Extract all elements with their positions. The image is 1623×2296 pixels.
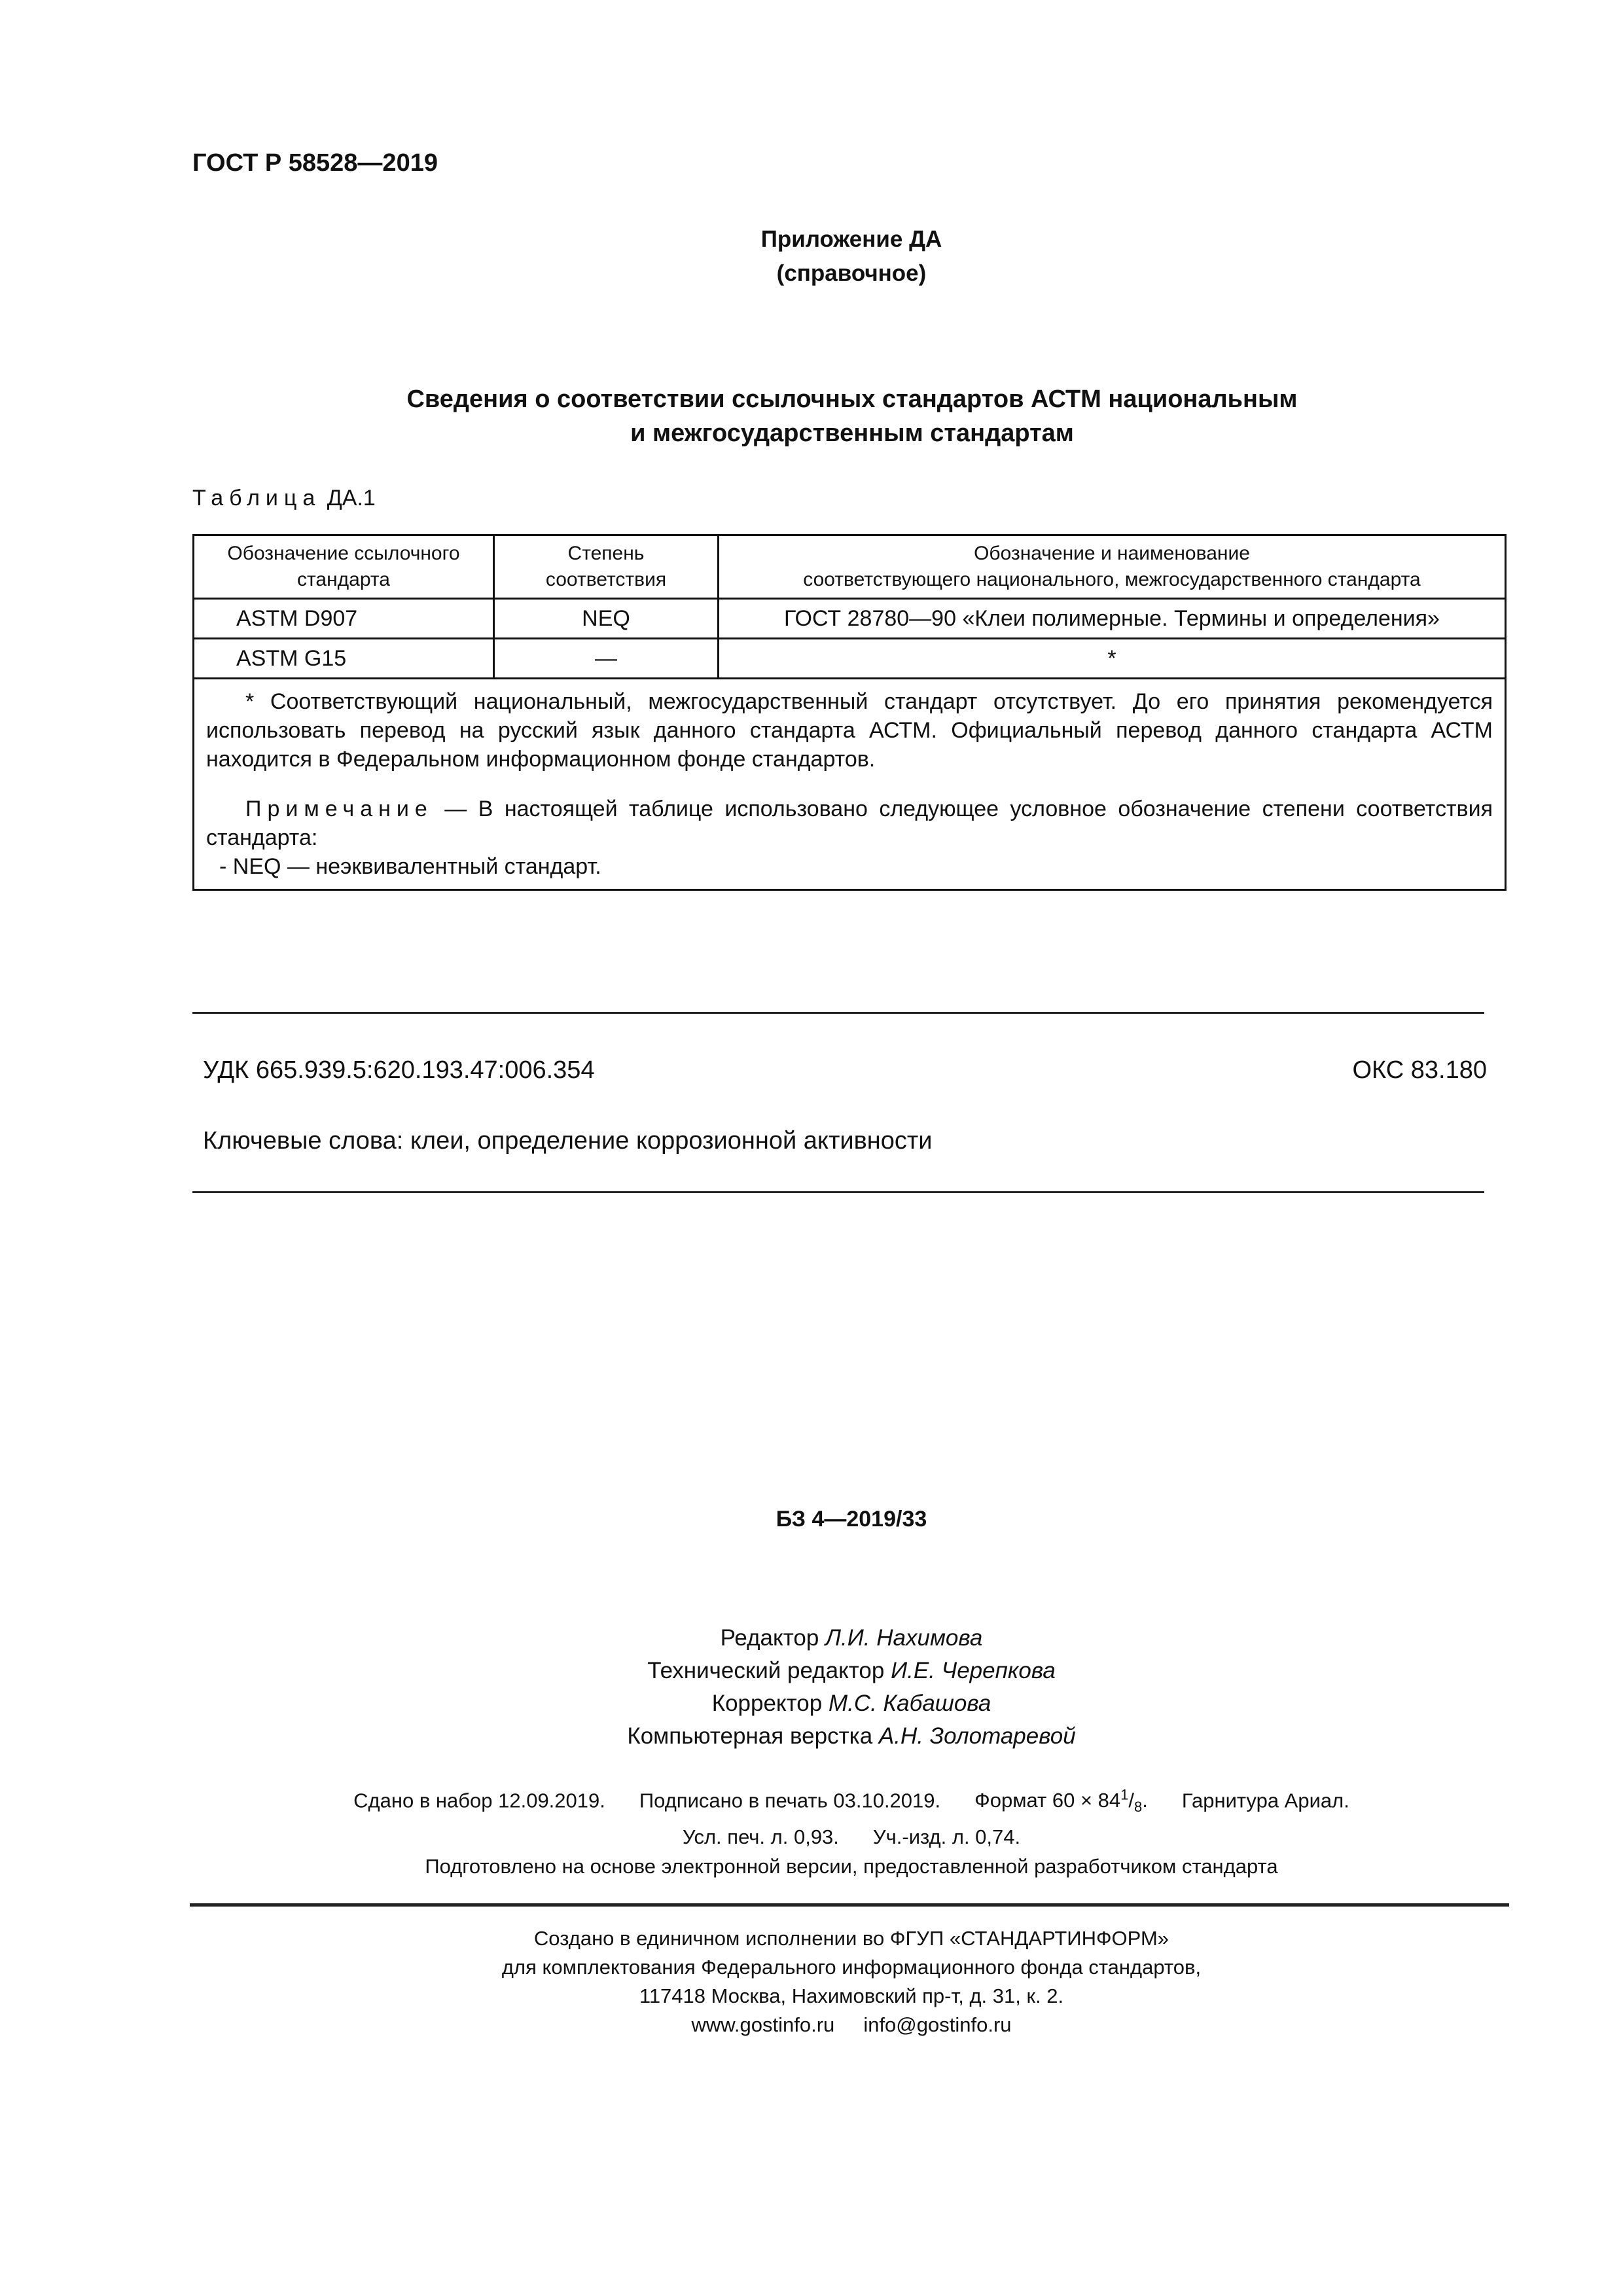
- table-label-word: Таблица: [192, 486, 321, 511]
- cell-national: ГОСТ 28780—90 «Клеи полимерные. Термины и определения»: [719, 599, 1506, 639]
- publisher-line2: для комплектования Федерального информационного фонда стандартов,: [501, 1956, 1202, 1979]
- table-label: [192, 486, 376, 511]
- cell-degree: NEQ: [494, 599, 719, 639]
- table-footnote-row: [194, 679, 1506, 890]
- header-degree: [494, 535, 719, 599]
- header-reference-standard: [194, 535, 494, 599]
- table-row: [194, 639, 1506, 679]
- publisher-email-link[interactable]: info@gostinfo.ru: [863, 2013, 1012, 2036]
- udc-code: УДК 665.939.5:620.193.47:006.354: [203, 1056, 595, 1084]
- table-note: [206, 795, 1493, 852]
- document-code: ГОСТ Р 58528—2019: [192, 149, 438, 177]
- oks-code: ОКС 83.180: [1352, 1056, 1487, 1084]
- cell-ref: ASTM D907: [194, 599, 494, 639]
- imprint-format: Формат $60 \times 84^1/_8$.: [974, 1787, 1148, 1816]
- credit-role: Компьютерная верстка: [627, 1723, 873, 1749]
- publisher-block: [0, 1924, 1623, 2039]
- classification-row: [203, 1056, 1487, 1085]
- credit-name: А.Н. Золотаревой: [878, 1723, 1076, 1749]
- publisher-contacts: [0, 2011, 1623, 2039]
- credit-name: И.Е. Черепкова: [891, 1658, 1056, 1683]
- table-header-row: [194, 535, 1506, 599]
- cell-ref: ASTM G15: [194, 639, 494, 679]
- footnote-cell: [194, 679, 1506, 890]
- section-heading-line1: Сведения о соответствии ссылочных стандартов АСТМ национальным: [406, 386, 1298, 413]
- note-label: Примечание: [245, 797, 433, 821]
- reference-standards-table: [192, 534, 1507, 891]
- credit-name: М.С. Кабашова: [828, 1691, 991, 1716]
- credit-editor: [0, 1622, 1623, 1655]
- imprint-block: [0, 1780, 1623, 1881]
- publisher-line1: Создано в единичном исполнении во ФГУП «СТАНДАРТИНФОРМ»: [533, 1927, 1169, 1950]
- imprint-signed: Подписано в печать 03.10.2019.: [639, 1789, 941, 1812]
- table-label-number: ДА.1: [327, 486, 376, 511]
- appendix-title: Приложение ДА: [760, 226, 942, 252]
- divider-top: [192, 1012, 1484, 1014]
- imprint-print-sheets: Усл. печ. л. 0,93.: [682, 1825, 839, 1848]
- header-col3-line1: Обозначение и наименование: [974, 543, 1250, 564]
- header-col3-line2: соответствующего национального, межгосударственного стандарта: [803, 569, 1421, 590]
- imprint-submitted: Сдано в набор 12.09.2019.: [353, 1789, 605, 1812]
- divider-publisher: [190, 1903, 1509, 1907]
- publisher-line3: 117418 Москва, Нахимовский пр-т, д. 31, к. 2.: [639, 1984, 1064, 2007]
- header-col1-line2: стандарта: [297, 569, 390, 590]
- imprint-line2: [0, 1822, 1623, 1852]
- credit-corrector: [0, 1687, 1623, 1720]
- appendix-type: (справочное): [776, 260, 927, 286]
- credit-layout: [0, 1720, 1623, 1753]
- credit-tech-editor: [0, 1655, 1623, 1687]
- header-col1-line1: Обозначение ссылочного: [227, 543, 460, 564]
- publisher-website-link[interactable]: www.gostinfo.ru: [691, 2013, 835, 2036]
- imprint-pub-sheets: Уч.-изд. л. 0,74.: [872, 1825, 1021, 1848]
- table-row: [194, 599, 1506, 639]
- credit-role: Редактор: [720, 1625, 819, 1651]
- keywords: Ключевые слова: клеи, определение коррозионной активности: [203, 1127, 933, 1155]
- credit-name: Л.И. Нахимова: [825, 1625, 983, 1651]
- header-col2-line1: Степень: [567, 543, 645, 564]
- note-text: — В настоящей таблице использовано следующее условное обозначение степени соответствия стандарта:: [206, 797, 1493, 850]
- imprint-prepared: Подготовлено на основе электронной версии, предоставленной разработчиком стандарта: [425, 1854, 1278, 1878]
- credit-role: Корректор: [711, 1691, 823, 1716]
- imprint-typeface: Гарнитура Ариал.: [1181, 1789, 1349, 1812]
- divider-bottom: [192, 1191, 1484, 1193]
- header-col2-line2: соответствия: [545, 569, 667, 590]
- header-national-standard: [719, 535, 1506, 599]
- cell-degree: —: [494, 639, 719, 679]
- cell-national: *: [719, 639, 1506, 679]
- imprint-line1: [0, 1780, 1623, 1822]
- credit-role: Технический редактор: [647, 1658, 885, 1683]
- note-item: - NEQ — неэквивалентный стандарт.: [219, 854, 601, 879]
- bz-number: БЗ 4—2019/33: [776, 1507, 927, 1532]
- credits-block: [0, 1622, 1623, 1753]
- footnote-text: * Соответствующий национальный, межгосударственный стандарт отсутствует. До его принятия рекомендуется использовать перевод на русский язык данного стандарта АСТМ. Официальный перевод данного стандарта АСТМ находится в Федеральном информационном фонде стандартов.: [206, 689, 1493, 772]
- section-heading-line2: и межгосударственным стандартам: [630, 420, 1074, 447]
